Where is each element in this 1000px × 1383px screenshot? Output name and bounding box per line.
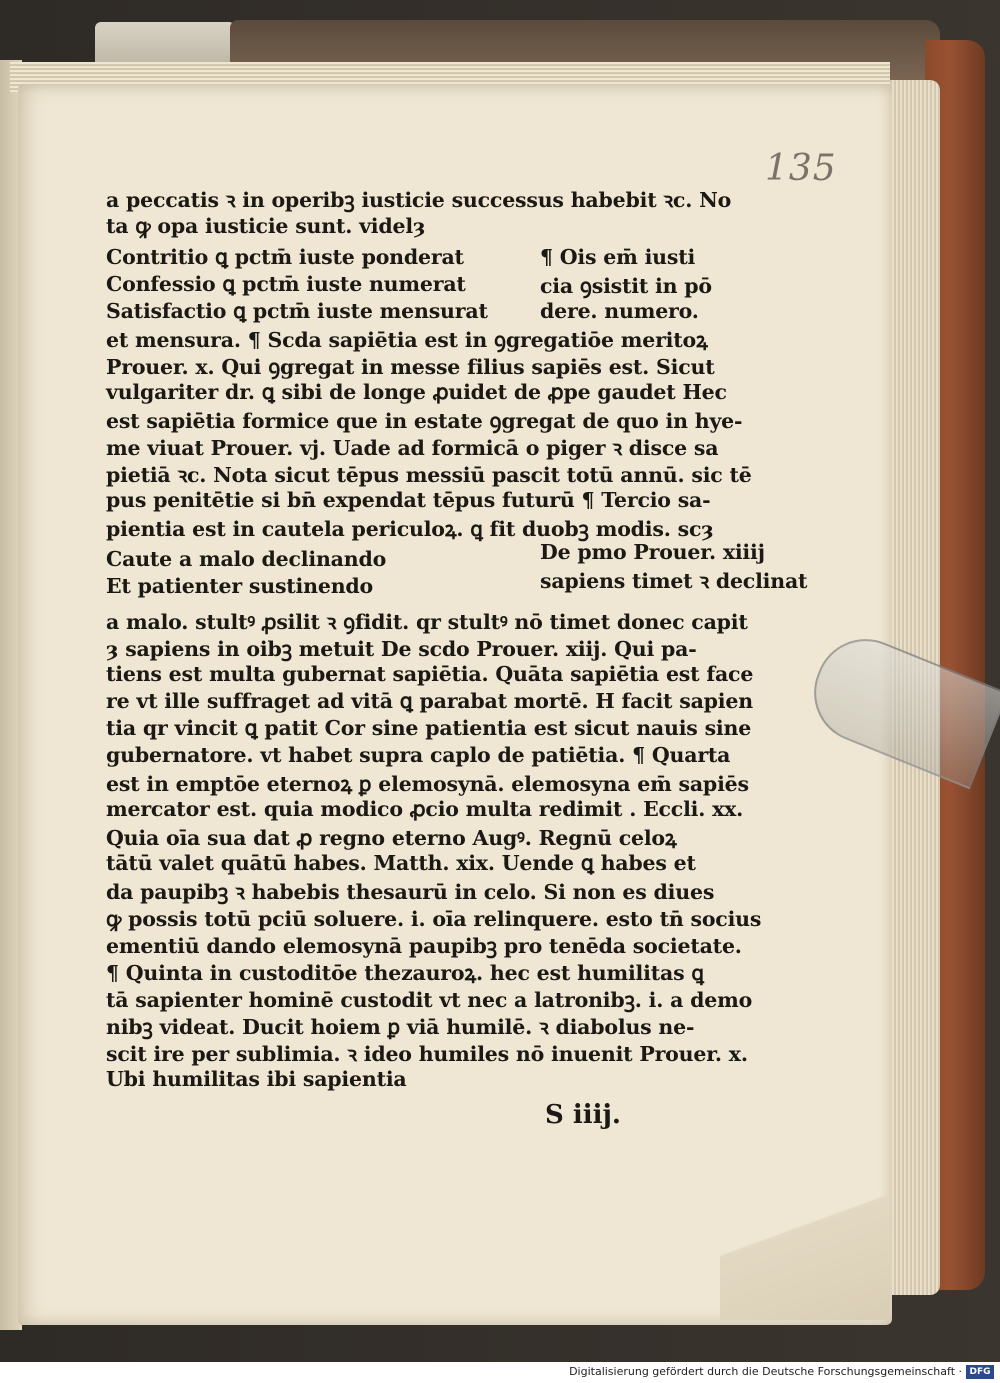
right-column-line: cia ꝯsistit in pō (540, 274, 712, 298)
text-line: Quia oīa sua dat ꝓ regno eterno Augꝰ. Regnū celoꝝ (106, 826, 677, 850)
text-line: ꝙ possis totū pciū soluere. i. oīa relinquere. esto tn̄ socius (106, 907, 762, 931)
text-line: tia qr vincit ꝗ patit Cor sine patientia est sicut nauis sine (106, 716, 752, 740)
text-line: tiens est multa gubernat sapiētia. Quāta sapiētia est face (106, 662, 754, 686)
text-line: est sapiētia formice que in estate ꝯgregat de quo in hye- (106, 409, 743, 433)
page-corner-fold (720, 1170, 890, 1320)
right-column-line: dere. numero. (540, 299, 699, 323)
text-line: tātū valet quātū habes. Matth. xix. Uende ꝗ habes et (106, 851, 696, 875)
text-line: da paupibꝫ ꝛ habebis thesaurū in celo. Si non es diues (106, 880, 715, 904)
text-line: Et patienter sustinendo (106, 574, 374, 598)
funding-credit: Digitalisierung gefördert durch die Deutsche Forschungsgemeinschaft · (569, 1365, 962, 1378)
text-line: pientia est in cautela periculoꝝ. ꝗ fit duobꝫ modis. scȝ (106, 517, 714, 541)
text-line: est in emptōe eternoꝝ ꝑ elemosynā. elemosyna em̄ sapiēs (106, 772, 749, 796)
text-line: scit ire per sublimia. ꝛ ideo humiles nō inuenit Prouer. x. (106, 1042, 748, 1066)
text-line: a malo. stultꝰ ꝓsilit ꝛ ꝯfidit. qr stultꝰ nō timet donec capit (106, 610, 748, 634)
text-line: mercator est. quia modico ꝓcio multa redimit . Eccli. xx. (106, 797, 744, 821)
text-line: Confessio ꝗ pctm̄ iuste numerat (106, 272, 466, 296)
text-line: Caute a malo declinando (106, 547, 387, 571)
text-line: ta ꝙ opa iusticie sunt. videlȝ (106, 214, 426, 238)
text-line: a peccatis ꝛ in operibꝫ iusticie successus habebit ꝛc. No (106, 188, 732, 212)
text-line: pus penitētie si bn̄ expendat tēpus futurū ¶ Tercio sa- (106, 488, 711, 512)
text-line: ȝ sapiens in oibꝫ metuit De scdo Prouer. xiij. Qui pa- (106, 637, 697, 661)
folio-number: 135 (765, 148, 837, 189)
dfg-logo: DFG (966, 1365, 994, 1379)
right-column-line: ¶ Ois em̄ iusti (540, 245, 696, 269)
text-line: vulgariter dr. ꝗ sibi de longe ꝓuidet de ꝓpe gaudet Hec (106, 380, 727, 404)
text-line: tā sapienter hominē custodit vt nec a latronibꝫ. i. a demo (106, 988, 753, 1012)
signature-mark: S iiij. (545, 1100, 621, 1130)
text-line: Prouer. x. Qui ꝯgregat in messe filius sapiēs est. Sicut (106, 355, 715, 379)
footer-bar (0, 1362, 1000, 1383)
text-line: pietiā ꝛc. Nota sicut tēpus messiū pascit totū annū. sic tē (106, 463, 752, 487)
text-line: Satisfactio ꝗ pctm̄ iuste mensurat (106, 299, 488, 323)
text-line: Contritio ꝗ pctm̄ iuste ponderat (106, 245, 464, 269)
right-column-line: De pmo Prouer. xiiij (540, 540, 765, 564)
text-line: gubernatore. vt habet supra caplo de patiētia. ¶ Quarta (106, 743, 731, 767)
text-line: re vt ille suffraget ad vitā ꝗ parabat mortē. H facit sapien (106, 689, 753, 713)
text-line: nibꝫ videat. Ducit hoiem ꝑ viā humilē. ꝛ diabolus ne- (106, 1015, 695, 1039)
text-line: ementiū dando elemosynā paupibꝫ pro tenēda societate. (106, 934, 742, 958)
right-column-line: sapiens timet ꝛ declinat (540, 569, 808, 593)
text-line: et mensura. ¶ Scda sapiētia est in ꝯgregatiōe meritoꝝ (106, 328, 708, 352)
text-line: Ubi humilitas ibi sapientia (106, 1067, 407, 1091)
text-line: ¶ Quinta in custoditōe thezauroꝝ. hec est humilitas ꝗ (106, 961, 704, 985)
text-line: me viuat Prouer. vj. Uade ad formicā o piger ꝛ disce sa (106, 436, 719, 460)
